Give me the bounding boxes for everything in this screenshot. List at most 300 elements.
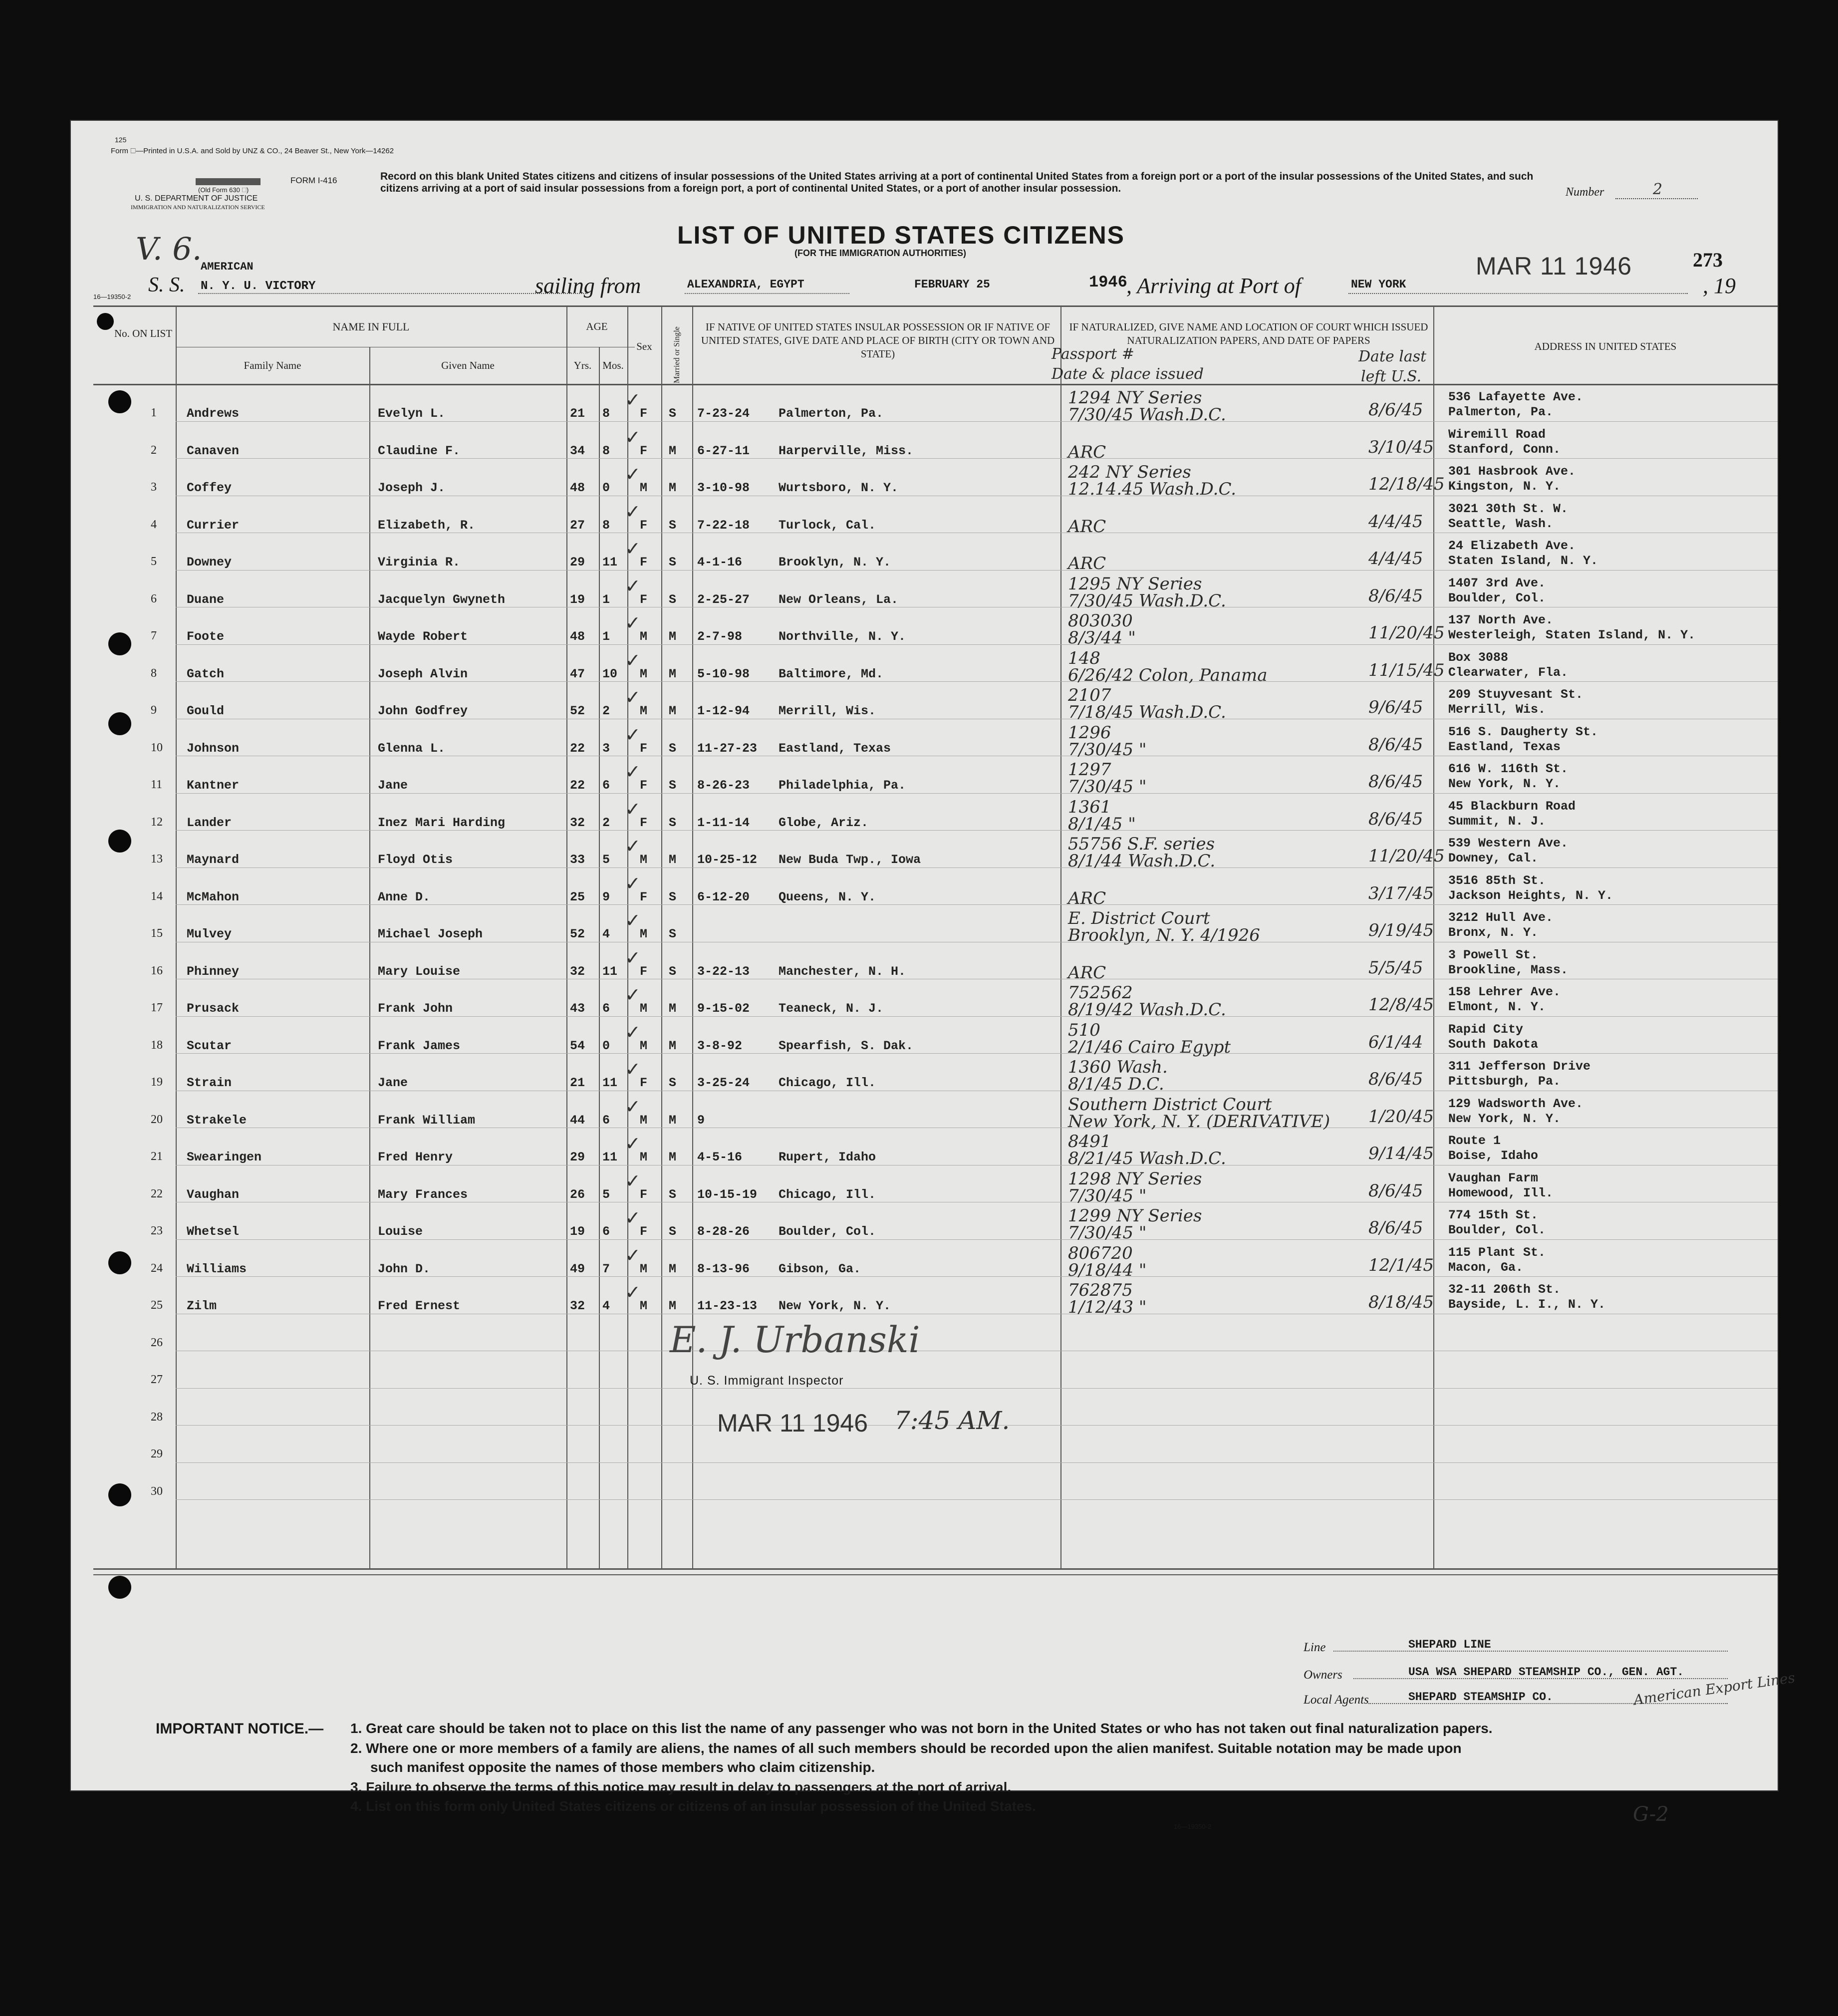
sex: M [640, 1113, 648, 1128]
birth-place: Globe, Ariz. [779, 816, 869, 830]
marital-status: S [669, 1224, 677, 1239]
given-name: Jacquelyn Gwyneth [378, 592, 506, 607]
age-years: 19 [570, 592, 585, 607]
age-years: 25 [570, 890, 585, 904]
birth-place: Chicago, Ill. [779, 1076, 876, 1090]
address-line-1: 301 Hasbrook Ave. [1448, 464, 1576, 479]
birth-place: Manchester, N. H. [779, 964, 906, 979]
family-name: Prusack [187, 1001, 240, 1016]
given-name: Anne D. [378, 890, 431, 904]
last-left-date: 8/18/45 [1368, 1292, 1434, 1312]
row-rule [176, 1276, 1778, 1277]
age-months: 8 [602, 444, 610, 458]
marital-status: S [669, 406, 677, 421]
age-months: 10 [602, 667, 618, 681]
note-date-place: Date & place issued [1051, 365, 1204, 383]
given-name: Frank William [378, 1113, 476, 1128]
birth-place: Queens, N. Y. [779, 890, 876, 904]
last-left-date: 9/19/45 [1368, 920, 1434, 940]
passport-line-1: 803030 [1068, 611, 1133, 631]
birth-place: Chicago, Ill. [779, 1187, 876, 1202]
last-left-date: 4/4/45 [1368, 549, 1423, 569]
passport-line-2: ARC [1068, 888, 1106, 908]
note-left-us: left U.S. [1361, 368, 1422, 385]
passport-line-2: 7/30/45 " [1068, 1186, 1147, 1206]
col-rule [627, 305, 628, 1568]
row-number: 24 [151, 1262, 163, 1275]
sex: M [640, 704, 648, 718]
age-months: 1 [602, 629, 610, 644]
row-number: 30 [151, 1485, 163, 1498]
row-rule [176, 1462, 1778, 1463]
sex: F [640, 816, 648, 830]
row-number: 22 [151, 1187, 163, 1200]
birth-date: 8-26-23 [697, 778, 750, 793]
row-number: 5 [151, 555, 157, 568]
punch-hole [108, 1576, 131, 1599]
sex: F [640, 592, 648, 607]
col-rule [599, 347, 600, 1568]
family-name: McMahon [187, 890, 240, 904]
family-name: Mulvey [187, 927, 232, 941]
row-number: 3 [151, 481, 157, 494]
header-married-single: Married or Single [673, 326, 681, 383]
birth-date: 3-10-98 [697, 481, 750, 495]
birth-place: Baltimore, Md. [779, 667, 884, 681]
line-value: SHEPARD LINE [1408, 1638, 1491, 1651]
marital-status: S [669, 1076, 677, 1090]
sex: M [640, 481, 648, 495]
check-mark: ✓ [625, 1021, 641, 1043]
row-number: 17 [151, 1001, 163, 1014]
number-line [1615, 198, 1698, 199]
age-years: 33 [570, 853, 585, 867]
given-name: Fred Ernest [378, 1299, 461, 1313]
passport-line-1: 752562 [1068, 983, 1133, 1003]
family-name: Scutar [187, 1039, 232, 1053]
passport-line-2: Brooklyn, N. Y. 4/1926 [1068, 925, 1260, 945]
from-port: ALEXANDRIA, EGYPT [687, 278, 804, 291]
age-years: 21 [570, 1076, 585, 1090]
check-mark: ✓ [625, 1281, 641, 1303]
sex: F [640, 741, 648, 756]
address-line-1: 129 Wadsworth Ave. [1448, 1097, 1583, 1111]
birth-date: 1-12-94 [697, 704, 750, 718]
last-left-date: 9/6/45 [1368, 697, 1423, 717]
family-name: Currier [187, 518, 240, 533]
row-rule [176, 904, 1778, 905]
address-line-1: Wiremill Road [1448, 427, 1546, 442]
family-name: Kantner [187, 778, 240, 793]
number-label: Number [1566, 186, 1604, 199]
given-name: Floyd Otis [378, 853, 453, 867]
table-bottom-rule [93, 1568, 1778, 1570]
row-rule [176, 1499, 1778, 1500]
given-name: Virginia R. [378, 555, 461, 570]
birth-date: 6-27-11 [697, 444, 750, 458]
ship-name: N. Y. U. VICTORY [201, 280, 316, 293]
header-address: ADDRESS IN UNITED STATES [1534, 340, 1677, 352]
year-suffix: , 19 [1703, 274, 1736, 298]
address-line-1: Route 1 [1448, 1134, 1501, 1148]
age-years: 32 [570, 816, 585, 830]
sex: M [640, 1299, 648, 1313]
check-mark: ✓ [625, 724, 641, 746]
agents-label: Local Agents [1304, 1693, 1369, 1707]
ship-line-rule [198, 293, 587, 294]
col-rule [369, 347, 370, 1568]
family-name: Andrews [187, 406, 240, 421]
passport-line-1: 2107 [1068, 685, 1111, 705]
passport-line-1: Southern District Court [1068, 1095, 1272, 1115]
col-rule [661, 305, 662, 1568]
row-number: 1 [151, 406, 157, 419]
birth-date: 3-22-13 [697, 964, 750, 979]
birth-date: 7-22-18 [697, 518, 750, 533]
notice-item-3: 3. Failure to observe the terms of this notice may result in delay to passengers at the port of arrival. [350, 1779, 1012, 1795]
notice-item-2-cont: such manifest opposite the names of those members who claim citizenship. [370, 1759, 875, 1775]
address-line-1: 616 W. 116th St. [1448, 762, 1569, 776]
row-number: 23 [151, 1224, 163, 1237]
last-left-date: 3/10/45 [1368, 437, 1434, 457]
passport-line-2: 1/12/43 " [1068, 1297, 1147, 1317]
address-line-1: 539 Western Ave. [1448, 836, 1569, 851]
owners-value: USA WSA SHEPARD STEAMSHIP CO., GEN. AGT. [1408, 1666, 1684, 1679]
check-mark: ✓ [625, 872, 641, 894]
birth-date: 10-15-19 [697, 1187, 758, 1202]
age-months: 8 [602, 518, 610, 533]
row-number: 18 [151, 1039, 163, 1052]
check-mark: ✓ [625, 1244, 641, 1266]
address-line-2: Palmerton, Pa. [1448, 405, 1554, 419]
birth-date: 9-15-02 [697, 1001, 750, 1016]
corner-handwritten: G-2 [1633, 1803, 1669, 1826]
birth-place: Turlock, Cal. [779, 518, 876, 533]
inspector-time: 7:45 AM. [894, 1406, 1010, 1435]
passport-line-1: 1295 NY Series [1068, 574, 1202, 594]
header-mos: Mos. [602, 359, 624, 371]
check-mark: ✓ [625, 1133, 641, 1154]
row-rule [176, 1016, 1778, 1017]
header-age: AGE [586, 320, 608, 332]
age-years: 49 [570, 1262, 585, 1276]
punch-hole [108, 830, 131, 853]
family-name: Duane [187, 592, 225, 607]
check-mark: ✓ [625, 612, 641, 634]
row-rule [176, 1239, 1778, 1240]
passport-line-1: 762875 [1068, 1280, 1133, 1300]
inspector-signature: E. J. Urbanski [670, 1319, 920, 1361]
address-line-1: 24 Elizabeth Ave. [1448, 539, 1576, 553]
family-name: Swearingen [187, 1150, 262, 1164]
note-date-last: Date last [1358, 348, 1427, 365]
address-line-1: 311 Jefferson Drive [1448, 1059, 1591, 1074]
row-number: 7 [151, 629, 157, 642]
volume-mark: V. 6. [136, 231, 202, 267]
family-name: Phinney [187, 964, 240, 979]
age-years: 26 [570, 1187, 585, 1202]
marital-status: M [669, 667, 677, 681]
address-line-1: 536 Lafayette Ave. [1448, 390, 1583, 404]
check-mark: ✓ [625, 1058, 641, 1080]
marital-status: S [669, 555, 677, 570]
check-mark: ✓ [625, 1207, 641, 1229]
age-years: 19 [570, 1224, 585, 1239]
marital-status: M [669, 1262, 677, 1276]
address-line-1: 32-11 206th St. [1448, 1282, 1561, 1297]
line-rule [1333, 1651, 1728, 1652]
given-name: John D. [378, 1262, 431, 1276]
passport-line-2: 8/3/44 " [1068, 628, 1136, 648]
row-number: 20 [151, 1113, 163, 1126]
age-years: 47 [570, 667, 585, 681]
birth-date: 4-5-16 [697, 1150, 743, 1164]
row-number: 15 [151, 927, 163, 940]
address-line-2: Staten Island, N. Y. [1448, 554, 1598, 568]
check-mark: ✓ [625, 686, 641, 708]
form-instruction: Record on this blank United States citizens and citizens of insular possessions of the United States arriving at a port of continental United States from a foreign port or a port of the insular possessions of the United States, and such citizens arriving at a port of said insular possessions from a foreign port, a port of continental United States, or a port of another insular possession. [380, 171, 1534, 194]
last-left-date: 12/8/45 [1368, 995, 1434, 1015]
age-years: 22 [570, 741, 585, 756]
address-line-2: Boise, Idaho [1448, 1149, 1539, 1163]
check-mark: ✓ [625, 947, 641, 969]
given-name: Mary Frances [378, 1187, 468, 1202]
arrival-port: NEW YORK [1351, 278, 1406, 291]
row-number: 27 [151, 1373, 163, 1386]
family-name: Lander [187, 816, 232, 830]
address-line-1: Vaughan Farm [1448, 1171, 1539, 1185]
sex: F [640, 406, 648, 421]
address-line-2: Downey, Cal. [1448, 851, 1539, 865]
ship-line: AMERICAN [201, 261, 254, 273]
birth-place: New York, N. Y. [779, 1299, 891, 1313]
given-name: Frank James [378, 1039, 461, 1053]
row-number: 25 [151, 1299, 163, 1312]
family-name: Gould [187, 704, 225, 718]
birth-place: Boulder, Col. [779, 1224, 876, 1239]
age-months: 8 [602, 406, 610, 421]
sex: F [640, 1187, 648, 1202]
sex: M [640, 1150, 648, 1164]
check-mark: ✓ [625, 1096, 641, 1118]
given-name: John Godfrey [378, 704, 468, 718]
marital-status: S [669, 778, 677, 793]
marital-status: S [669, 927, 677, 941]
address-line-2: Summit, N. J. [1448, 814, 1546, 829]
marital-status: M [669, 1299, 677, 1313]
address-line-2: Pittsburgh, Pa. [1448, 1074, 1561, 1089]
inspector-title: U. S. Immigrant Inspector [690, 1374, 844, 1388]
row-number: 28 [151, 1411, 163, 1424]
last-left-date: 1/20/45 [1368, 1107, 1434, 1127]
address-line-1: 1407 3rd Ave. [1448, 576, 1546, 590]
birth-place: Northville, N. Y. [779, 629, 906, 644]
given-name: Elizabeth, R. [378, 518, 476, 533]
arrival-date-stamp: MAR 11 1946 [1476, 252, 1632, 280]
row-number: 6 [151, 592, 157, 605]
birth-place: Harperville, Miss. [779, 444, 914, 458]
birth-date: 8-13-96 [697, 1262, 750, 1276]
birth-date: 1-11-14 [697, 816, 750, 830]
given-name: Frank John [378, 1001, 453, 1016]
age-months: 2 [602, 816, 610, 830]
passport-line-1: 510 [1068, 1020, 1100, 1040]
age-months: 6 [602, 1113, 610, 1128]
sex: F [640, 1076, 648, 1090]
address-line-2: Elmont, N. Y. [1448, 1000, 1546, 1014]
family-name: Maynard [187, 853, 240, 867]
address-line-2: Bayside, L. I., N. Y. [1448, 1297, 1606, 1312]
form-id: FORM I-416 [290, 176, 337, 185]
address-line-1: 3021 30th St. W. [1448, 502, 1569, 516]
address-line-1: 115 Plant St. [1448, 1245, 1546, 1260]
birth-date: 2-25-27 [697, 592, 750, 607]
sex: F [640, 890, 648, 904]
age-years: 48 [570, 481, 585, 495]
row-rule [176, 1053, 1778, 1054]
age-months: 11 [602, 1076, 618, 1090]
age-months: 11 [602, 555, 618, 570]
row-number: 9 [151, 704, 157, 717]
inspector-stamp: MAR 11 1946 [717, 1409, 868, 1437]
birth-date: 5-10-98 [697, 667, 750, 681]
punch-hole [108, 632, 131, 655]
sex: M [640, 1262, 648, 1276]
address-line-2: Merrill, Wis. [1448, 702, 1546, 717]
last-left-date: 11/15/45 [1368, 660, 1445, 680]
address-line-1: 774 15th St. [1448, 1208, 1539, 1222]
age-years: 22 [570, 778, 585, 793]
punch-hole [108, 1251, 131, 1274]
last-left-date: 4/4/45 [1368, 512, 1423, 532]
birth-place: Teaneck, N. J. [779, 1001, 884, 1016]
age-years: 54 [570, 1039, 585, 1053]
header-family-name: Family Name [244, 359, 301, 371]
redacted-mark [196, 178, 261, 185]
address-line-2: Seattle, Wash. [1448, 517, 1554, 531]
family-name: Williams [187, 1262, 247, 1276]
row-rule [176, 867, 1778, 868]
passport-line-2: 7/18/45 Wash.D.C. [1068, 702, 1226, 722]
marital-status: M [669, 853, 677, 867]
address-line-2: Bronx, N. Y. [1448, 925, 1539, 940]
birth-place: Rupert, Idaho [779, 1150, 876, 1164]
passport-line-2: ARC [1068, 442, 1106, 462]
marital-status: M [669, 1001, 677, 1016]
given-name: Glenna L. [378, 741, 446, 756]
notice-item-2: 2. Where one or more members of a family are aliens, the names of all such members should be recorded upon the alien manifest. Suitable notation may be made upon [350, 1740, 1462, 1756]
age-months: 2 [602, 704, 610, 718]
age-years: 43 [570, 1001, 585, 1016]
passport-line-2: 2/1/46 Cairo Egypt [1068, 1037, 1231, 1057]
header-name-in-full: NAME IN FULL [332, 320, 410, 333]
row-number: 16 [151, 964, 163, 977]
printer-imprint: Form 🗆—Printed in U.S.A. and Sold by UNZ & CO., 24 Beaver St., New York—14262 [111, 147, 394, 155]
passport-line-2: 6/26/42 Colon, Panama [1068, 665, 1268, 685]
address-line-1: 3212 Hull Ave. [1448, 910, 1554, 925]
given-name: Louise [378, 1224, 423, 1239]
birth-date: 10-25-12 [697, 853, 758, 867]
address-line-1: 209 Stuyvesant St. [1448, 687, 1583, 702]
address-line-2: Westerleigh, Staten Island, N. Y. [1448, 628, 1696, 642]
check-mark: ✓ [625, 1170, 641, 1192]
family-name: Gatch [187, 667, 225, 681]
address-line-1: 45 Blackburn Road [1448, 799, 1576, 814]
marital-status: M [669, 1039, 677, 1053]
manifest-page [70, 120, 1796, 1830]
birth-place: New Buda Twp., Iowa [779, 853, 921, 867]
header-naturalized: IF NATURALIZED, GIVE NAME AND LOCATION OF COURT WHICH ISSUED NATURALIZATION PAPERS, AND DATE OF PAPERS [1069, 321, 1428, 346]
age-years: 29 [570, 555, 585, 570]
passport-line-2: 8/1/45 D.C. [1068, 1074, 1164, 1094]
passport-line-2: 7/30/45 Wash.D.C. [1068, 405, 1226, 425]
family-name: Whetsel [187, 1224, 240, 1239]
row-number: 11 [151, 778, 163, 791]
birth-date: 8-28-26 [697, 1224, 750, 1239]
service-name: IMMIGRATION AND NATURALIZATION SERVICE [131, 204, 265, 211]
given-name: Joseph J. [378, 481, 446, 495]
birth-date: 3-25-24 [697, 1076, 750, 1090]
check-mark: ✓ [625, 575, 641, 597]
age-months: 3 [602, 741, 610, 756]
age-years: 52 [570, 704, 585, 718]
birth-place: Wurtsboro, N. Y. [779, 481, 899, 495]
family-name: Strakele [187, 1113, 247, 1128]
row-number: 4 [151, 518, 157, 531]
ship-prefix: S. S. [148, 274, 185, 296]
last-left-date: 8/6/45 [1368, 1069, 1423, 1089]
address-line-2: Macon, Ga. [1448, 1260, 1524, 1275]
passport-line-2: 12.14.45 Wash.D.C. [1068, 479, 1237, 499]
birth-place: Merrill, Wis. [779, 704, 876, 718]
address-line-2: New York, N. Y. [1448, 777, 1561, 791]
row-rule [176, 681, 1778, 682]
given-name: Evelyn L. [378, 406, 446, 421]
given-name: Claudine F. [378, 444, 461, 458]
passport-line-1: 1361 [1068, 797, 1111, 817]
passport-line-1: 1298 NY Series [1068, 1169, 1202, 1189]
last-left-date: 8/6/45 [1368, 400, 1423, 420]
check-mark: ✓ [625, 761, 641, 783]
address-line-1: 158 Lehrer Ave. [1448, 985, 1561, 999]
address-line-2: Brookline, Mass. [1448, 963, 1569, 977]
birth-date: 2-7-98 [697, 629, 743, 644]
passport-line-1: 1296 [1068, 723, 1111, 743]
punch-hole [97, 313, 114, 330]
last-left-date: 5/5/45 [1368, 958, 1423, 978]
row-number: 14 [151, 890, 163, 903]
given-name: Jane [378, 778, 408, 793]
marital-status: S [669, 518, 677, 533]
age-months: 6 [602, 778, 610, 793]
check-mark: ✓ [625, 649, 641, 671]
age-years: 27 [570, 518, 585, 533]
passport-line-2: ARC [1068, 554, 1106, 574]
address-line-1: 516 S. Daugherty St. [1448, 725, 1598, 739]
marital-status: M [669, 481, 677, 495]
form-subtitle: (FOR THE IMMIGRATION AUTHORITIES) [794, 248, 966, 258]
from-port-rule [685, 293, 849, 294]
marital-status: M [669, 704, 677, 718]
sex: F [640, 444, 648, 458]
family-name: Zilm [187, 1299, 217, 1313]
sex: M [640, 667, 648, 681]
passport-line-1: 55756 S.F. series [1068, 834, 1215, 854]
notice-item-1: 1. Great care should be taken not to place on this list the name of any passenger who was not born in the United States or who has not taken out final naturalization papers. [350, 1721, 1493, 1736]
family-name: Strain [187, 1076, 232, 1090]
birth-place: Spearfish, S. Dak. [779, 1039, 914, 1053]
birth-date: 6-12-20 [697, 890, 750, 904]
